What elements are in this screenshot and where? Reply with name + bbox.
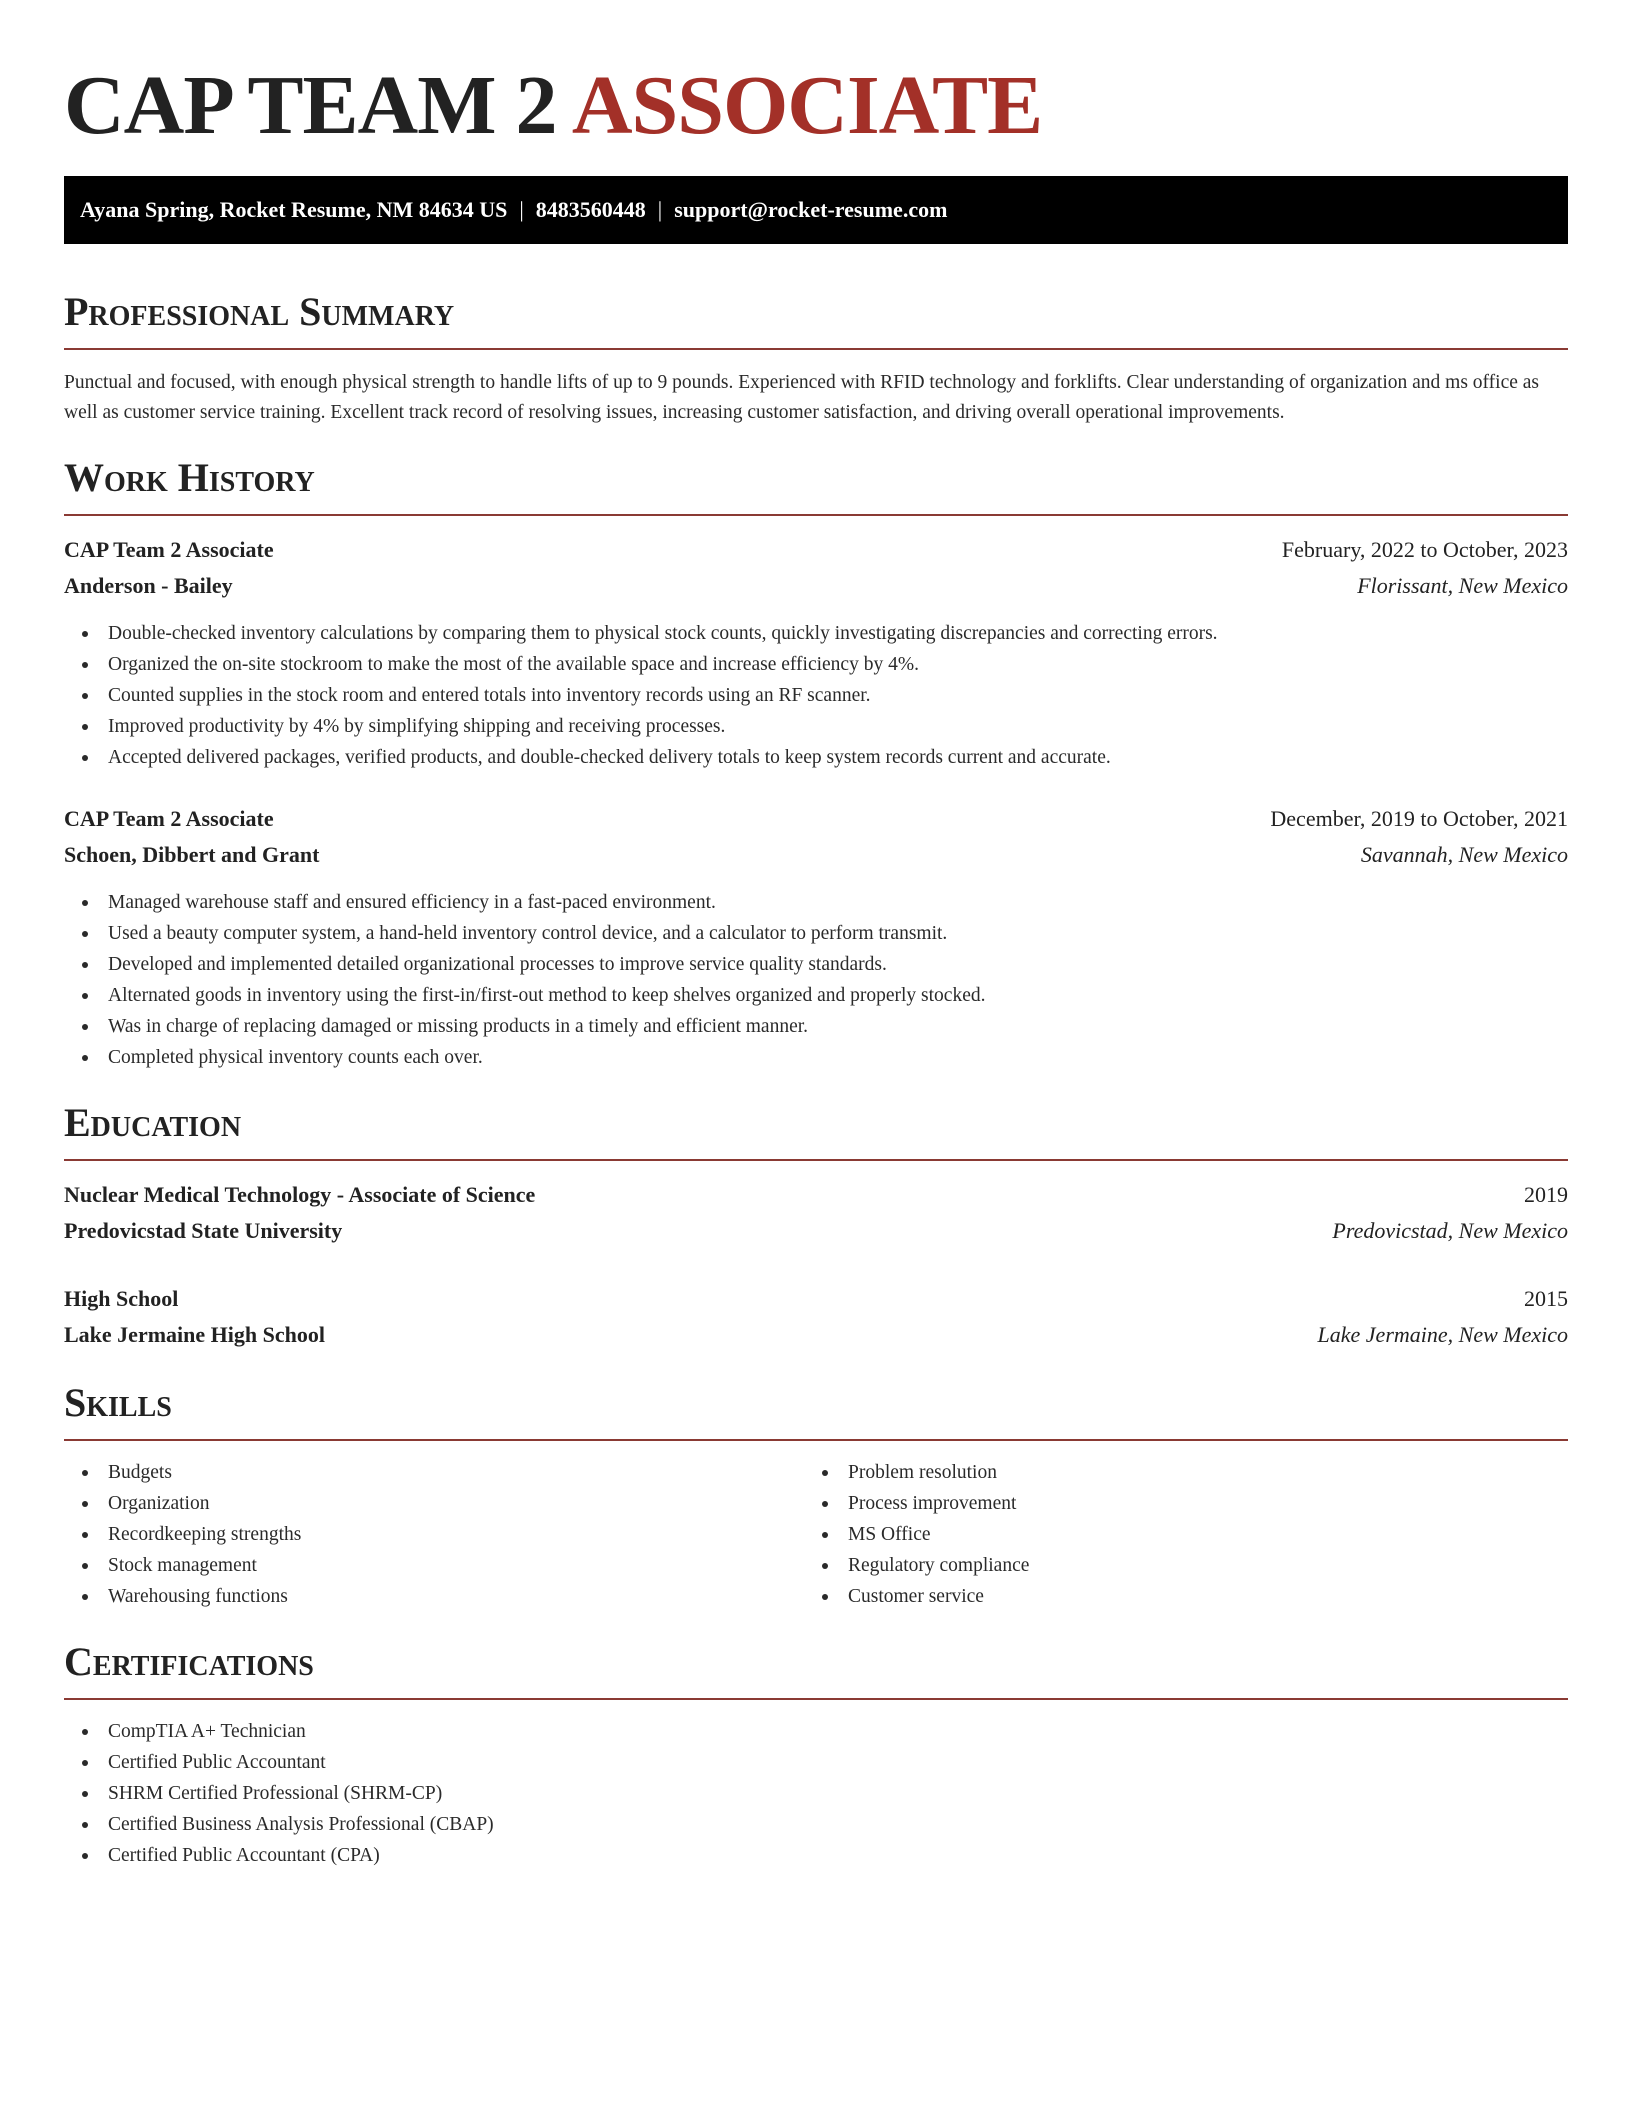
education-school: Predovicstad State University <box>64 1218 343 1243</box>
education-school: Lake Jermaine High School <box>64 1322 325 1347</box>
education-section <box>64 1099 1568 1353</box>
skills-heading: Skills <box>64 1379 1568 1441</box>
skill-item: Customer service <box>804 1581 1544 1612</box>
skill-item: Organization <box>64 1488 804 1519</box>
education-degree-row <box>64 1281 1568 1317</box>
education-degree: High School <box>64 1286 179 1311</box>
job-company-row <box>64 837 1568 873</box>
certification-item: Certified Public Accountant (CPA) <box>64 1840 1568 1871</box>
job-location: Savannah, New Mexico <box>1360 842 1568 867</box>
job-title: CAP Team 2 Associate <box>64 537 274 562</box>
skill-item: Stock management <box>64 1550 804 1581</box>
education-entry <box>64 1177 1568 1249</box>
job-bullet: Double-checked inventory calculations by comparing them to physical stock counts, quickly investigating discrepancies and correcting errors. <box>64 618 1568 649</box>
resume-title <box>64 56 1568 156</box>
job-header-row <box>64 532 1568 568</box>
education-school-row <box>64 1213 1568 1249</box>
contact-bar <box>64 176 1568 244</box>
certifications-heading: Certifications <box>64 1638 1568 1700</box>
contact-email: support@rocket-resume.com <box>674 197 948 222</box>
certification-item: Certified Business Analysis Professional (CBAP) <box>64 1809 1568 1840</box>
job-bullets <box>64 618 1568 773</box>
education-year: 2015 <box>1524 1286 1568 1311</box>
job-bullet: Completed physical inventory counts each over. <box>64 1042 1568 1073</box>
job-entry <box>64 801 1568 1073</box>
job-company: Anderson - Bailey <box>64 573 233 598</box>
skills-left-column <box>64 1457 804 1612</box>
work-history-heading: Work History <box>64 454 1568 516</box>
education-entry <box>64 1281 1568 1353</box>
summary-text: Punctual and focused, with enough physical strength to handle lifts of up to 9 pounds. Experienced with RFID technology and forklifts. Clear understanding of organization and ms office as well as customer service training. Excellent track record of resolving issues, increasing customer satisfaction, and driving overall operational improvements. <box>64 372 1540 423</box>
contact-phone: 8483560448 <box>535 197 646 222</box>
education-location: Predovicstad, New Mexico <box>1332 1218 1568 1243</box>
summary-heading: Professional Summary <box>64 288 1568 350</box>
work-history-section <box>64 454 1568 1073</box>
education-school-row <box>64 1317 1568 1353</box>
job-bullet: Improved productivity by 4% by simplifying shipping and receiving processes. <box>64 711 1568 742</box>
education-degree-row <box>64 1177 1568 1213</box>
job-bullet: Counted supplies in the stock room and entered totals into inventory records using an RF scanner. <box>64 680 1568 711</box>
job-dates: December, 2019 to October, 2021 <box>1270 806 1568 831</box>
skills-grid <box>64 1457 1568 1612</box>
skill-item: MS Office <box>804 1519 1544 1550</box>
education-heading: Education <box>64 1099 1568 1161</box>
job-bullet: Was in charge of replacing damaged or missing products in a timely and efficient manner. <box>64 1011 1568 1042</box>
certification-item: CompTIA A+ Technician <box>64 1716 1568 1747</box>
summary-section <box>64 288 1568 428</box>
job-company-row <box>64 568 1568 604</box>
job-bullet: Organized the on-site stockroom to make the most of the available space and increase efficiency by 4%. <box>64 649 1568 680</box>
job-header-row <box>64 801 1568 837</box>
job-bullet: Used a beauty computer system, a hand-held inventory control device, and a calculator to perform transmit. <box>64 918 1568 949</box>
certification-item: SHRM Certified Professional (SHRM-CP) <box>64 1778 1568 1809</box>
skill-item: Regulatory compliance <box>804 1550 1544 1581</box>
job-dates: February, 2022 to October, 2023 <box>1281 537 1568 562</box>
education-location: Lake Jermaine, New Mexico <box>1317 1322 1568 1347</box>
skill-item: Warehousing functions <box>64 1581 804 1612</box>
contact-separator: | <box>519 197 524 222</box>
education-degree: Nuclear Medical Technology - Associate of Science <box>64 1182 536 1207</box>
education-year: 2019 <box>1524 1182 1568 1207</box>
job-title: CAP Team 2 Associate <box>64 806 274 831</box>
skill-item: Problem resolution <box>804 1457 1544 1488</box>
title-first: CAP TEAM 2 <box>64 59 557 152</box>
skill-item: Recordkeeping strengths <box>64 1519 804 1550</box>
skills-right-column <box>804 1457 1544 1612</box>
job-location: Florissant, New Mexico <box>1357 573 1568 598</box>
skills-section <box>64 1379 1568 1612</box>
job-entry <box>64 532 1568 773</box>
job-bullets <box>64 887 1568 1073</box>
job-bullet: Managed warehouse staff and ensured efficiency in a fast-paced environment. <box>64 887 1568 918</box>
job-bullet: Alternated goods in inventory using the first-in/first-out method to keep shelves organized and properly stocked. <box>64 980 1568 1011</box>
job-company: Schoen, Dibbert and Grant <box>64 842 320 867</box>
certifications-list <box>64 1716 1568 1871</box>
contact-address: Ayana Spring, Rocket Resume, NM 84634 US <box>80 197 508 222</box>
certification-item: Certified Public Accountant <box>64 1747 1568 1778</box>
job-bullet: Developed and implemented detailed organizational processes to improve service quality standards. <box>64 949 1568 980</box>
job-bullet: Accepted delivered packages, verified products, and double-checked delivery totals to keep system records current and accurate. <box>64 742 1568 773</box>
resume-page <box>64 0 1568 1871</box>
skill-item: Process improvement <box>804 1488 1544 1519</box>
contact-separator: | <box>657 197 663 222</box>
skill-item: Budgets <box>64 1457 804 1488</box>
certifications-section <box>64 1638 1568 1871</box>
title-last: ASSOCIATE <box>571 59 1043 152</box>
